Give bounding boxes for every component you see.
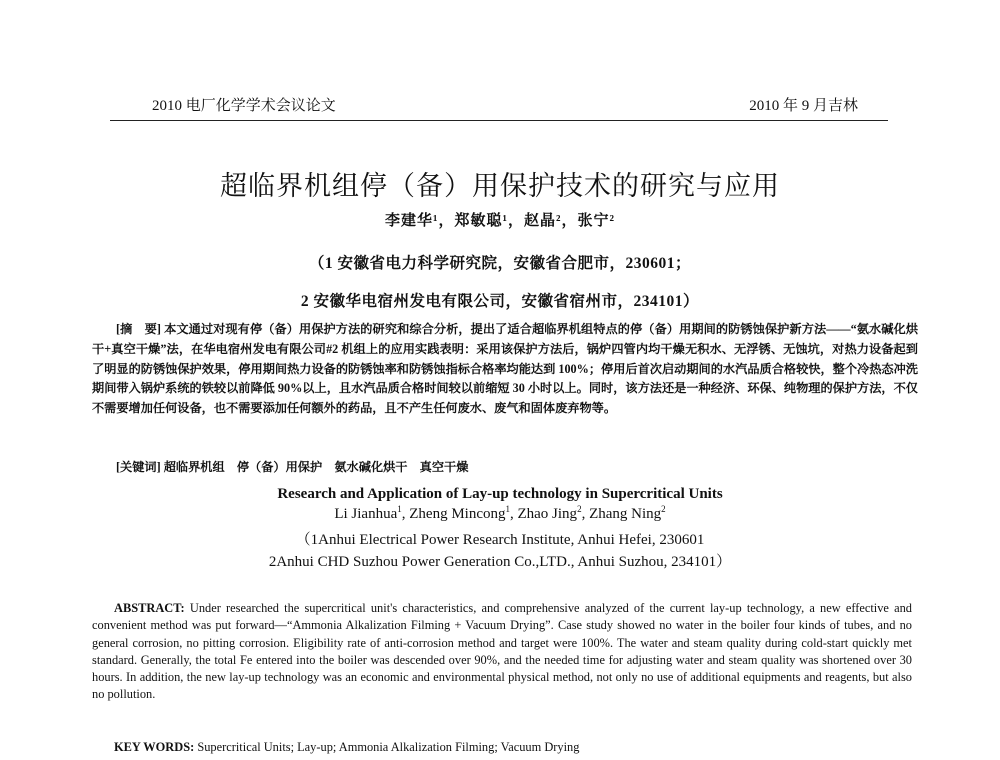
- header-date-location: 2010 年 9 月吉林: [749, 98, 858, 114]
- english-abstract-text: Under researched the supercritical unit's characteristics, and comprehensive analyzed of the current lay-up technology, a new effective and convenient method was put forward—“Ammonia Alkalization Filming + Vacuum Drying”. Case study showed no water in the boiler four kinds of tubes, and no general corrosion, no pitting corrosion. Eligibility rate of anti-corrosion method and target were 100%. The water and steam quality during cold-start quickly met standard. Generally, the total Fe entered into the boiler was descended over 90%, and the needed time for adjusting water and steam quality was shortened over 30 hours. In addition, the new lay-up technology was an economic and environmental physical method, not only no use of additional equipments and reagents, but also no pollution.: [92, 601, 912, 702]
- chinese-title: 超临界机组停（备）用保护技术的研究与应用: [220, 171, 780, 202]
- running-header: [110, 92, 888, 121]
- author-superscript: 2: [661, 504, 666, 514]
- chinese-keywords-text: 超临界机组 停（备）用保护 氨水碱化烘干 真空干燥: [163, 460, 469, 474]
- chinese-keywords-label: [关键词]: [116, 460, 161, 474]
- chinese-abstract-label: [摘 要]: [116, 322, 161, 336]
- english-keywords-text: Supercritical Units; Lay-up; Ammonia Alkalization Filming; Vacuum Drying: [197, 740, 580, 754]
- english-author: Li Jianhua: [334, 506, 398, 522]
- author-superscript: 2: [577, 504, 582, 514]
- chinese-keywords: [116, 458, 916, 475]
- english-authors: Li Jianhua$^1$, Zheng Mincong$^1$, Zhao Jing$^2$, Zhang Ning$^2$: [334, 504, 666, 522]
- english-keywords: [114, 740, 914, 755]
- english-keywords-label: KEY WORDS:: [114, 740, 195, 754]
- author-superscript: 1: [397, 504, 402, 514]
- chinese-affiliation-1: （1 安徽省电力科学研究院，安徽省合肥市，230601；: [308, 255, 692, 272]
- chinese-abstract-text: 本文通过对现有停（备）用保护方法的研究和综合分析，提出了适合超临界机组特点的停（备）用期间的防锈蚀保护新方法——“氨水碱化烘干+真空干燥”法，在华电宿州发电有限公司#2 机组上的应用实践表明：采用该保护方法后，锅炉四管内均干燥无积水、无浮锈、无蚀坑，对热力设备起到了明显的防锈蚀保护效果，停用期间热力设备的防锈蚀率和防锈蚀指标合格率均能达到 100%；停用后首次启动期间的水汽品质合格较快，整个冷热态冲洗期间带入锅炉系统的铁较以前降低 90%以上，且水汽品质合格时间较以前缩短 30 小时以上。同时，该方法还是一种经济、环保、纯物理的保护方法，不仅不需要增加任何设备，也不需要添加任何额外的药品，且不产生任何废水、废气和固体废弃物等。: [92, 322, 919, 416]
- chinese-authors: 李建华¹，郑敏聪¹，赵晶²，张宁²: [385, 213, 615, 229]
- english-author: Zhang Ning: [589, 506, 662, 522]
- author-superscript: 1: [505, 504, 510, 514]
- english-abstract-label: ABSTRACT:: [114, 601, 185, 615]
- english-author: Zhao Jing: [517, 506, 578, 522]
- english-author: Zheng Mincong: [409, 506, 506, 522]
- chinese-affiliation-2: 2 安徽华电宿州发电有限公司，安徽省宿州市，234101）: [300, 293, 700, 310]
- english-title: Research and Application of Lay-up technology in Supercritical Units: [277, 486, 723, 502]
- header-conference: 2010 电厂化学学术会议论文: [152, 98, 336, 114]
- chinese-abstract: [92, 320, 918, 419]
- english-affiliation-2: 2Anhui CHD Suzhou Power Generation Co.,LTD., Anhui Suzhou, 234101）: [268, 554, 732, 570]
- english-affiliation-1: （1Anhui Electrical Power Research Institute, Anhui Hefei, 230601: [295, 532, 705, 548]
- english-abstract: [92, 600, 912, 704]
